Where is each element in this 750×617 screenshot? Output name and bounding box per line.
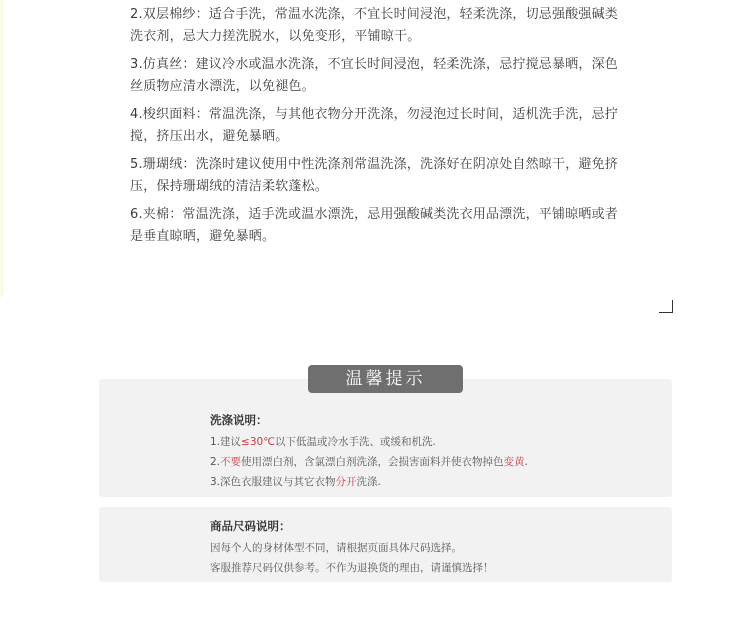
- size-heading: 商品尺码说明：: [210, 519, 291, 533]
- wash-line-2-highlight: 不要: [220, 456, 242, 468]
- wash-line-1-text: 1.建议: [210, 436, 242, 448]
- fabric-care-list: [130, 4, 630, 254]
- corner-mark-icon: [659, 300, 673, 313]
- care-item-double-gauze: 2.双层棉纱：适合手洗，常温水洗涤，不宜长时间浸泡，轻柔洗涤，切忌强酸强碱类洗衣剂，忌大力搓洗脱水，以免变形，平铺晾干。: [130, 7, 619, 44]
- washing-instructions-panel: [99, 379, 672, 497]
- wash-line-1-text-end: 以下低温或冷水手洗、或缓和机洗.: [274, 436, 436, 448]
- wash-line-1-highlight: ≤30℃: [241, 436, 275, 448]
- warm-tips-banner: 温馨提示: [308, 365, 463, 393]
- wash-line-3-text-end: 洗涤.: [356, 476, 381, 488]
- wash-line-1: [210, 432, 528, 452]
- wash-line-3-text: 3.深色衣服建议与其它衣物: [210, 476, 336, 488]
- wash-line-2-text-mid: 使用漂白剂，含氯漂白剂洗涤，会损害面料并使衣物掉色: [241, 456, 504, 468]
- size-line-2: 客服推荐尺码仅供参考。不作为退换货的理由，请谨慎选择！: [210, 562, 494, 574]
- left-edge-strip: [0, 0, 4, 296]
- washing-heading: 洗涤说明：: [210, 413, 268, 427]
- size-line-1: 因每个人的身材体型不同，请根据页面具体尺码选择。: [210, 542, 462, 554]
- wash-line-2-text-end: .: [524, 456, 528, 468]
- care-item-padded-cotton: 6.夹棉：常温洗涤，适手洗或温水漂洗，忌用强酸碱类洗衣用品漂洗，平铺晾晒或者是垂直晾晒，避免暴晒。: [130, 207, 619, 244]
- care-item-woven: 4.梭织面料：常温洗涤，与其他衣物分开洗涤，勿浸泡过长时间，适机洗手洗，忌拧搅，挤压出水，避免暴晒。: [130, 107, 619, 144]
- wash-line-3: [210, 472, 528, 492]
- size-info-panel: [99, 507, 672, 582]
- wash-line-3-highlight: 分开: [335, 476, 357, 488]
- wash-line-2-text: 2.: [210, 456, 221, 468]
- wash-line-2-highlight-2: 变黄: [503, 456, 525, 468]
- wash-line-2: [210, 452, 528, 472]
- care-item-faux-silk: 3.仿真丝：建议冷水或温水洗涤，不宜长时间浸泡，轻柔洗涤，忌拧搅忌暴晒，深色丝质物应清水漂洗，以免褪色。: [130, 57, 619, 94]
- care-item-coral-fleece: 5.珊瑚绒：洗涤时建议使用中性洗涤剂常温洗涤，洗涤好在阴凉处自然晾干，避免挤压，保持珊瑚绒的清洁柔软蓬松。: [130, 157, 619, 194]
